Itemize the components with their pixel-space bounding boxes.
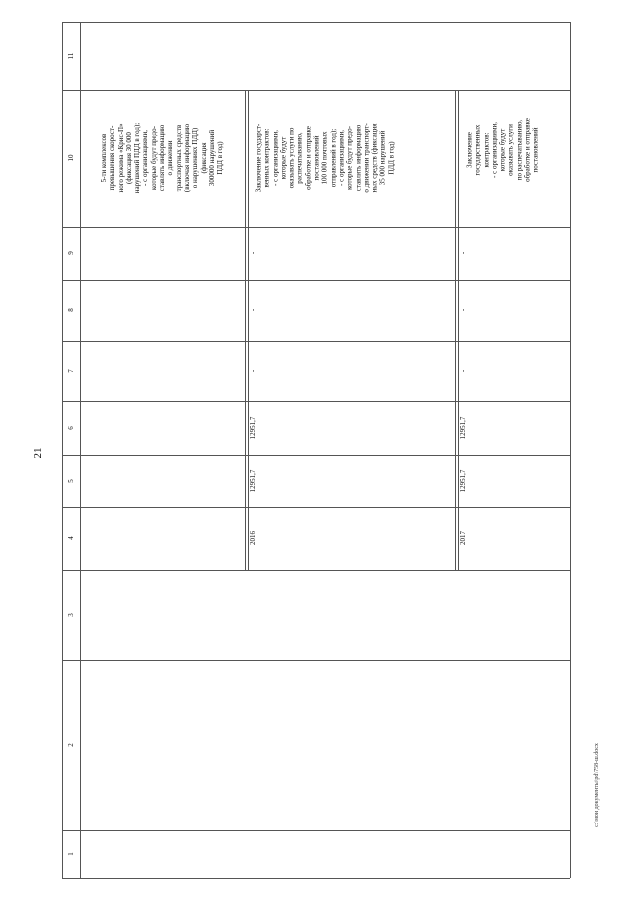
header-col-7: 7 (67, 369, 75, 373)
row1-col10-text: 5-ти комплексов превышения скорост- ного режима «Крис-П» (фиксация 30 000 нарушений ПДД в год); - с организациями, которые будут предо- ставлять информацию о движении транспортных средств (включая информацию о нарушениях ПДД) (фиксация 300000 нарушений ПДД в год) (99, 122, 224, 194)
divider-8-9 (62, 280, 570, 281)
footer-file-path: c:\мои документы\pd\758-ш.docx (594, 743, 600, 827)
table-border-bottom (62, 878, 570, 879)
divider-2-3 (62, 660, 570, 661)
row3-col5: 12951,7 (459, 469, 467, 493)
table-border-left (62, 22, 63, 878)
divider-6-7 (62, 401, 570, 402)
header-col-3: 3 (67, 613, 75, 617)
row3-col10-text: Заключение государственных контрактов: - с организациями, которые будут оказывать услуги по распечатыванию, обработке и отправке постановлений (465, 118, 541, 182)
page-number: 21 (32, 447, 44, 459)
row3-col8: - (459, 308, 467, 312)
header-col-8: 8 (67, 308, 75, 312)
row-divider-1-2 (245, 90, 246, 570)
header-col-6: 6 (67, 426, 75, 430)
row2-year: 2016 (249, 531, 257, 545)
row-divider-1-2-double (248, 90, 249, 570)
row-divider-2-3 (455, 90, 456, 570)
header-row-divider (80, 22, 81, 878)
row2-col7: - (249, 369, 257, 373)
divider-4-5 (62, 507, 570, 508)
row3-col6: 12951,7 (459, 416, 467, 440)
divider-3-4 (62, 570, 570, 571)
header-divider-10-11 (62, 90, 570, 91)
row2-col10-text: Заключение государст- венных контрактов: - с организациями, которые будут оказывать услуги по распечатыванию, обработке и отправке постановлений 100 000 почтовых отправлений в год); - с организациями, которые будут предо- ставлять информацию о движении транспорт- ных средств (фиксация 35 000 нарушений ПДД в год) (254, 123, 396, 193)
header-col-11: 11 (67, 52, 75, 60)
row2-col6: 12951,7 (249, 416, 257, 440)
table-border-top (62, 22, 570, 23)
row2-col5: 12951,7 (249, 469, 257, 493)
header-col-1: 1 (67, 852, 75, 856)
row-divider-2-3-double (458, 90, 459, 570)
row3-year: 2017 (459, 531, 467, 545)
header-col-4: 4 (67, 536, 75, 540)
header-col-5: 5 (67, 479, 75, 483)
table-border-right (570, 22, 571, 878)
row2-col8: - (249, 308, 257, 312)
row3-col7: - (459, 369, 467, 373)
header-col-9: 9 (67, 251, 75, 255)
header-col-10: 10 (67, 154, 75, 162)
divider-5-6 (62, 455, 570, 456)
row3-col9: - (459, 251, 467, 255)
divider-9-10 (62, 227, 570, 228)
header-col-2: 2 (67, 743, 75, 747)
divider-1-2 (62, 830, 570, 831)
divider-7-8 (62, 341, 570, 342)
row2-col9: - (249, 251, 257, 255)
